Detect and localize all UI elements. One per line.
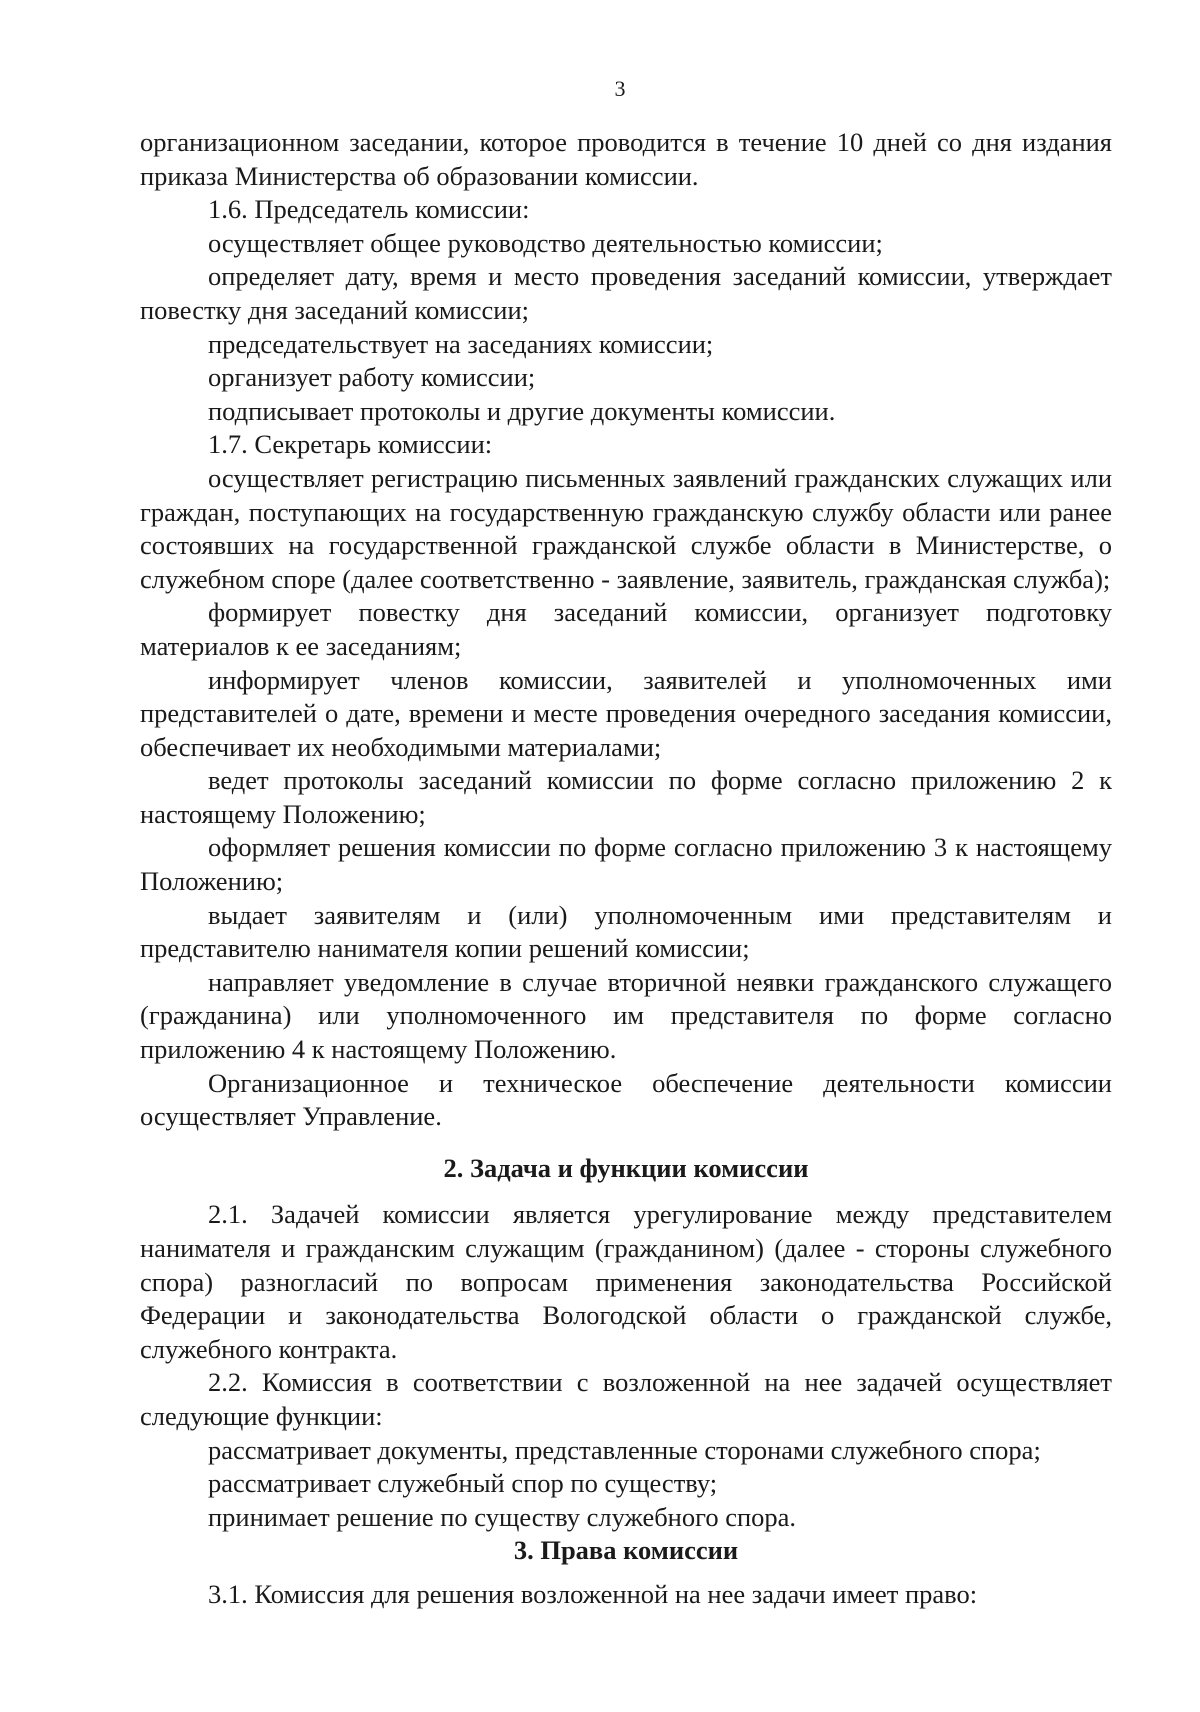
paragraph: ведет протоколы заседаний комиссии по форме согласно приложению 2 к настоящему Положению; xyxy=(140,765,1112,829)
paragraph: 2.1. Задачей комиссии является урегулирование между представителем нанимателя и гражданским служащим (гражданином) (далее - стороны служебного спора) разногласий по вопросам применения законодательства Российской Федерации и законодательства Вологодской области о гражданской службе, служебного контракта. xyxy=(140,1199,1112,1364)
paragraph: выдает заявителям и (или) уполномоченным ими представителям и представителю нанимателя копии решений комиссии; xyxy=(140,899,1112,964)
paragraph: определяет дату, время и место проведения заседаний комиссии, утверждает повестку дня заседаний комиссии; xyxy=(140,261,1112,325)
section-2-title: 2. Задача и функции комиссии xyxy=(443,1152,809,1183)
section-1-6-heading: 1.6. Председатель комиссии: xyxy=(208,194,530,225)
paragraph: 3.1. Комиссия для решения возложенной на нее задачи имеет право: xyxy=(208,1578,978,1609)
paragraph: осуществляет регистрацию письменных заявлений гражданских служащих или граждан, поступающих на государственную гражданскую службу области или ранее состоявших на государственной гражданской службе области в Министерстве, о служебном споре (далее соответственно - заявление, заявитель, гражданская служба); xyxy=(140,462,1112,594)
document-body xyxy=(140,126,1112,1612)
paragraph: принимает решение по существу служебного спора. xyxy=(208,1501,797,1532)
paragraph: оформляет решения комиссии по форме согласно приложению 3 к настоящему Положению; xyxy=(140,832,1112,897)
paragraph: организационном заседании, которое проводится в течение 10 дней со дня издания приказа Министерства об образовании комиссии. xyxy=(140,127,1112,191)
paragraph: организует работу комиссии; xyxy=(208,362,536,393)
section-3-title: 3. Права комиссии xyxy=(513,1535,739,1566)
paragraph: Организационное и техническое обеспечение деятельности комиссии осуществляет Управление. xyxy=(140,1067,1112,1132)
section-1-7-heading: 1.7. Секретарь комиссии: xyxy=(208,429,493,460)
paragraph: председательствует на заседаниях комиссии; xyxy=(208,328,714,359)
paragraph: направляет уведомление в случае вторичной неявки гражданского служащего (гражданина) или уполномоченного им представителя по форме согласно приложению 4 к настоящему Положению. xyxy=(140,966,1112,1065)
paragraph: осуществляет общее руководство деятельностью комиссии; xyxy=(208,227,883,258)
paragraph: рассматривает служебный спор по существу; xyxy=(208,1468,718,1499)
paragraph: информирует членов комиссии, заявителей и уполномоченных ими представителей о дате, времени и месте проведения очередного заседания комиссии, обеспечивает их необходимыми материалами; xyxy=(140,664,1112,762)
page-number: 3 xyxy=(614,76,626,101)
paragraph: рассматривает документы, представленные сторонами служебного спора; xyxy=(208,1434,1041,1465)
paragraph: подписывает протоколы и другие документы комиссии. xyxy=(208,395,836,426)
paragraph: 2.2. Комиссия в соответствии с возложенной на нее задачей осуществляет следующие функции: xyxy=(140,1367,1112,1431)
paragraph: формирует повестку дня заседаний комиссии, организует подготовку материалов к ее заседаниям; xyxy=(140,597,1112,661)
